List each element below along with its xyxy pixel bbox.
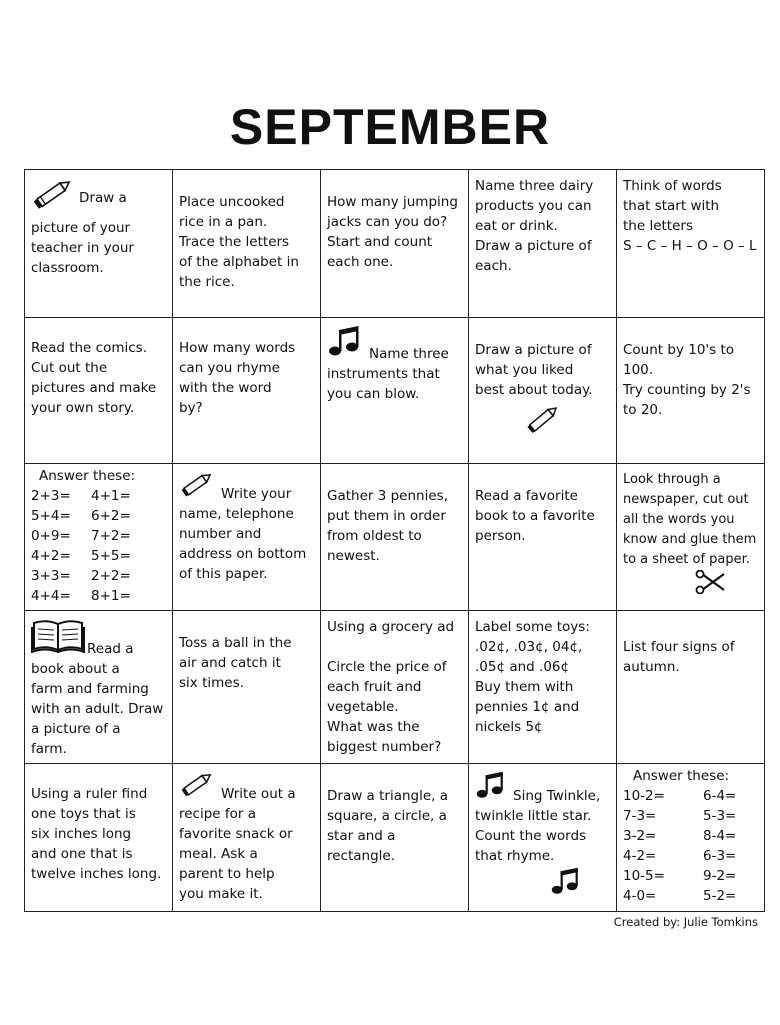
cell-line: all the words you [623,512,735,527]
answer-row: 3-2= 8-4= [623,828,737,844]
cell-line: you make it. [179,886,263,902]
cell-r3c3 [321,464,469,611]
cell-line: know and glue them [623,532,757,547]
book-icon [31,617,85,659]
cell-r4c1 [25,611,173,764]
cell-line: Sing Twinkle, [513,788,601,804]
cell-r2c2 [173,318,321,464]
cell-r1c2 [173,170,321,318]
cell-line: each fruit and [327,679,422,695]
cell-line: Circle the price of [327,659,447,675]
cell-line: Draw a picture of [475,342,592,358]
cell-line: S – C – H – O – O – L [623,238,757,254]
answer-row: 10-2= 6-4= [623,788,737,804]
cell-r5c2 [173,764,321,912]
cell-line: you can blow. [327,386,420,402]
page-title: SEPTEMBER [229,99,551,155]
cell-line: one toys that is [31,806,136,822]
cell-line: vegetable. [327,699,399,715]
cell-line: jacks can you do? [327,214,448,230]
cell-r3c5 [617,464,765,611]
cell-line: picture of your [31,220,131,236]
cell-r1c1 [25,170,173,318]
cell-line: autumn. [623,659,680,675]
answer-row: 2+3= 4+1= [31,488,131,504]
cell-line: Write out a [221,786,296,802]
cell-line: Start and count [327,234,433,250]
cell-line: meal. Ask a [179,846,258,862]
answer-row: 4+2= 5+5= [31,548,131,564]
answer-header: Answer these: [39,468,136,484]
cell-line: parent to help [179,866,275,882]
cell-line: square, a circle, a [327,808,447,824]
cell-line: six times. [179,675,244,691]
cell-line: and one that is [31,846,133,862]
cell-line: Trace the letters [179,234,290,250]
music-note-icon [327,324,361,364]
cell-line: .02¢, .03¢, 04¢, [475,639,583,655]
cell-line: Draw a [79,190,127,206]
cell-line: can you rhyme [179,360,280,376]
answer-row: 5+4= 6+2= [31,508,131,524]
answer-row: 4-0= 5-2= [623,888,737,904]
cell-line: Gather 3 pennies, [327,488,448,504]
cell-line: twinkle little star. [475,808,592,824]
cell-r5c3 [321,764,469,912]
cell-r5c1 [25,764,173,912]
cell-line: Read the comics. [31,340,147,356]
cell-line: put them in order [327,508,446,524]
cell-line: each. [475,258,512,274]
cell-line: a picture of a [31,721,121,737]
cell-line: star and a [327,828,396,844]
cell-line: book about a [31,661,120,677]
cell-line: Buy them with [475,679,574,695]
answer-row: 4+4= 8+1= [31,588,131,604]
cell-line: biggest number? [327,739,442,755]
answer-row: 0+9= 7+2= [31,528,131,544]
cell-line: air and catch it [179,655,281,671]
cell-r5c5 [617,764,765,912]
cell-r2c1 [25,318,173,464]
answer-row: 3+3= 2+2= [31,568,131,584]
cell-r3c4 [469,464,617,611]
cell-line: rectangle. [327,848,396,864]
cell-line: Count the words [475,828,587,844]
cell-line: .05¢ and .06¢ [475,659,570,675]
cell-line: to a sheet of paper. [623,552,750,567]
cell-line: of the alphabet in [179,254,299,270]
cell-line: 100. [623,362,654,378]
cell-line: of this paper. [179,566,268,582]
cell-line: book to a favorite [475,508,595,524]
cell-line: to 20. [623,402,663,418]
cell-line: best about today. [475,382,593,398]
cell-line: from oldest to [327,528,422,544]
cell-line: twelve inches long. [31,866,162,882]
cell-line: each one. [327,254,394,270]
cell-line: List four signs of [623,639,735,655]
scissors-icon [694,570,728,601]
cell-line: Look through a [623,472,721,487]
cell-line: by? [179,400,203,416]
cell-line: Count by 10's to [623,342,734,358]
cell-line: classroom. [31,260,104,276]
pencil-icon [179,770,215,804]
cell-r5c4 [469,764,617,912]
pencil-icon [179,470,215,504]
cell-line: Label some toys: [475,619,590,635]
cell-line: Cut out the [31,360,108,376]
cell-line: instruments that [327,366,440,382]
cell-line: Draw a triangle, a [327,788,449,804]
cell-line: pennies 1¢ and [475,699,580,715]
cell-line: recipe for a [179,806,257,822]
pencil-icon [31,176,75,218]
cell-line: with an adult. Draw [31,701,164,717]
cell-r4c2 [173,611,321,764]
answer-header: Answer these: [633,768,730,784]
cell-line: Place uncooked [179,194,285,210]
cell-r4c4 [469,611,617,764]
cell-line: Draw a picture of [475,238,592,254]
cell-line: what you liked [475,362,574,378]
cell-line: Read a [87,641,134,657]
answer-row: 4-2= 6-3= [623,848,737,864]
cell-r1c4 [469,170,617,318]
cell-line: that rhyme. [475,848,555,864]
cell-line: How many jumping [327,194,458,210]
answer-row: 7-3= 5-3= [623,808,737,824]
cell-line: newspaper, cut out [623,492,749,507]
cell-line: Read a favorite [475,488,578,504]
cell-r2c3 [321,318,469,464]
cell-r4c5 [617,611,765,764]
cell-line: person. [475,528,526,544]
cell-line: How many words [179,340,296,356]
cell-line: your own story. [31,400,135,416]
cell-line: the letters [623,218,693,234]
cell-line: Using a ruler find [31,786,148,802]
cell-line: number and [179,526,262,542]
cell-line: six inches long [31,826,132,842]
answer-row: 10-5= 9-2= [623,868,737,884]
cell-line: with the word [179,380,272,396]
cell-r1c5 [617,170,765,318]
cell-line: What was the [327,719,420,735]
cell-line: pictures and make [31,380,157,396]
cell-line: Try counting by 2's [623,382,751,398]
cell-r2c5 [617,318,765,464]
cell-line: the rice. [179,274,235,290]
pencil-icon [524,404,562,440]
cell-line: Name three [369,346,449,362]
cell-line: nickels 5¢ [475,719,543,735]
activity-calendar-grid [24,169,765,912]
cell-line: Name three dairy [475,178,594,194]
cell-r4c3 [321,611,469,764]
cell-r1c3 [321,170,469,318]
music-note-icon [550,866,580,902]
cell-line: eat or drink. [475,218,558,234]
cell-r3c2 [173,464,321,611]
cell-line: newest. [327,548,380,564]
credit-line: Created by: Julie Tomkins [613,915,758,929]
cell-line: farm. [31,741,67,757]
music-note-icon [475,770,505,806]
cell-line: teacher in your [31,240,134,256]
cell-line: address on bottom [179,546,307,562]
cell-line: name, telephone [179,506,294,522]
cell-line: Using a grocery ad [327,619,455,635]
cell-line: products you can [475,198,592,214]
cell-line: that start with [623,198,720,214]
cell-line: farm and farming [31,681,149,697]
cell-r3c1 [25,464,173,611]
cell-line [327,637,462,657]
cell-line: Think of words [623,178,722,194]
cell-line: Write your [221,486,292,502]
cell-r2c4 [469,318,617,464]
cell-line: Toss a ball in the [179,635,292,651]
cell-line: rice in a pan. [179,214,268,230]
cell-line: favorite snack or [179,826,293,842]
